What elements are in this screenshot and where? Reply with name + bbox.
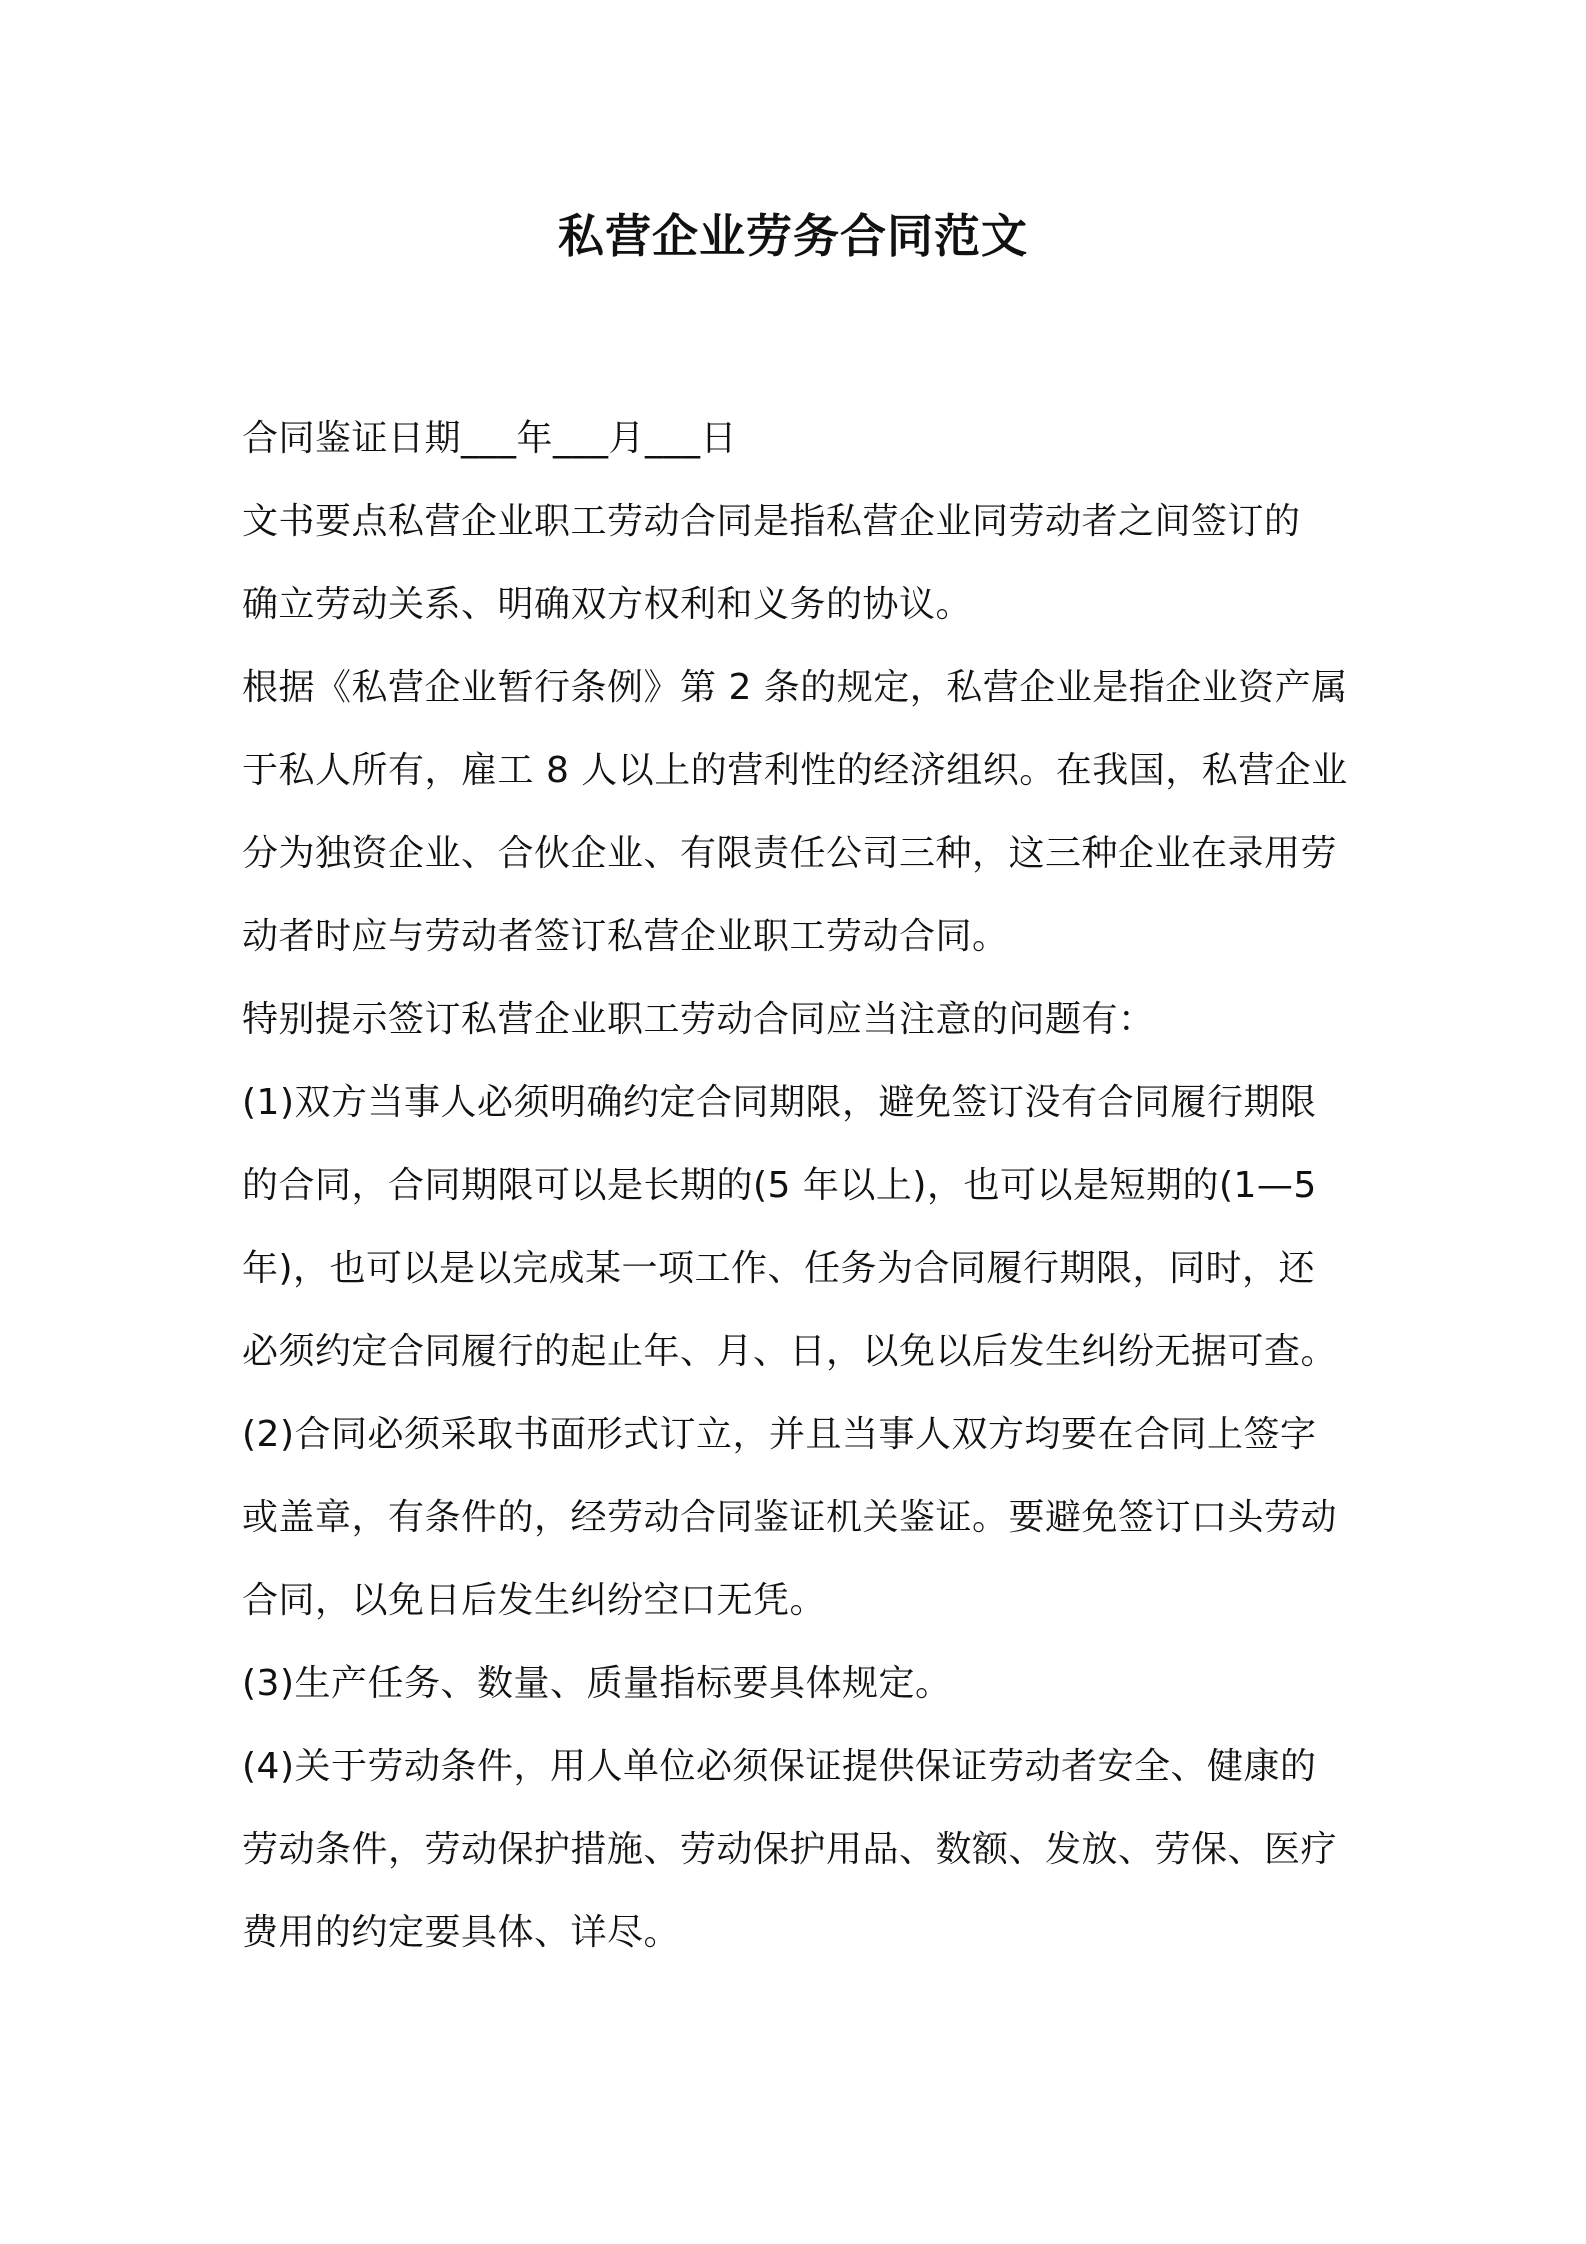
paragraph-line: (2)合同必须采取书面形式订立，并且当事人双方均要在合同上签字 (242, 1414, 1317, 1455)
document-title: 私营企业劳务合同范文 (558, 209, 1028, 263)
paragraph-line: 劳动条件，劳动保护措施、劳动保护用品、数额、发放、劳保、医疗 (242, 1829, 1338, 1870)
paragraph-line: 于私人所有，雇工 8 人以上的营利性的经济组织。在我国，私营企业 (242, 750, 1348, 791)
paragraph-line: 分为独资企业、合伙企业、有限责任公司三种，这三种企业在录用劳 (242, 833, 1338, 874)
paragraph-line: 根据《私营企业暂行条例》第 2 条的规定，私营企业是指企业资产属 (242, 667, 1348, 708)
paragraph-line: 合同鉴证日期___年___月___日 (242, 418, 738, 459)
paragraph-line: 或盖章，有条件的，经劳动合同鉴证机关鉴证。要避免签订口头劳动 (242, 1497, 1338, 1538)
paragraph-line: 费用的约定要具体、详尽。 (242, 1912, 681, 1953)
paragraph-line: 文书要点私营企业职工劳动合同是指私营企业同劳动者之间签订的 (242, 501, 1301, 542)
paragraph-line: 动者时应与劳动者签订私营企业职工劳动合同。 (242, 916, 1009, 957)
paragraph-line: (1)双方当事人必须明确约定合同期限，避免签订没有合同履行期限 (242, 1082, 1317, 1123)
document-body (242, 410, 1362, 1987)
paragraph-line: (3)生产任务、数量、质量指标要具体规定。 (242, 1663, 952, 1704)
paragraph-line: 年)，也可以是以完成某一项工作、任务为合同履行期限，同时，还 (242, 1248, 1316, 1289)
paragraph-line: 特别提示签订私营企业职工劳动合同应当注意的问题有： (242, 999, 1155, 1040)
paragraph-line: 确立劳动关系、明确双方权利和义务的协议。 (242, 584, 973, 625)
paragraph-line: 合同，以免日后发生纠纷空口无凭。 (242, 1580, 827, 1621)
paragraph-line: (4)关于劳动条件，用人单位必须保证提供保证劳动者安全、健康的 (242, 1746, 1317, 1787)
paragraph-line: 必须约定合同履行的起止年、月、日，以免以后发生纠纷无据可查。 (242, 1331, 1338, 1372)
paragraph-line: 的合同，合同期限可以是长期的(5 年以上)，也可以是短期的(1—5 (242, 1165, 1317, 1206)
